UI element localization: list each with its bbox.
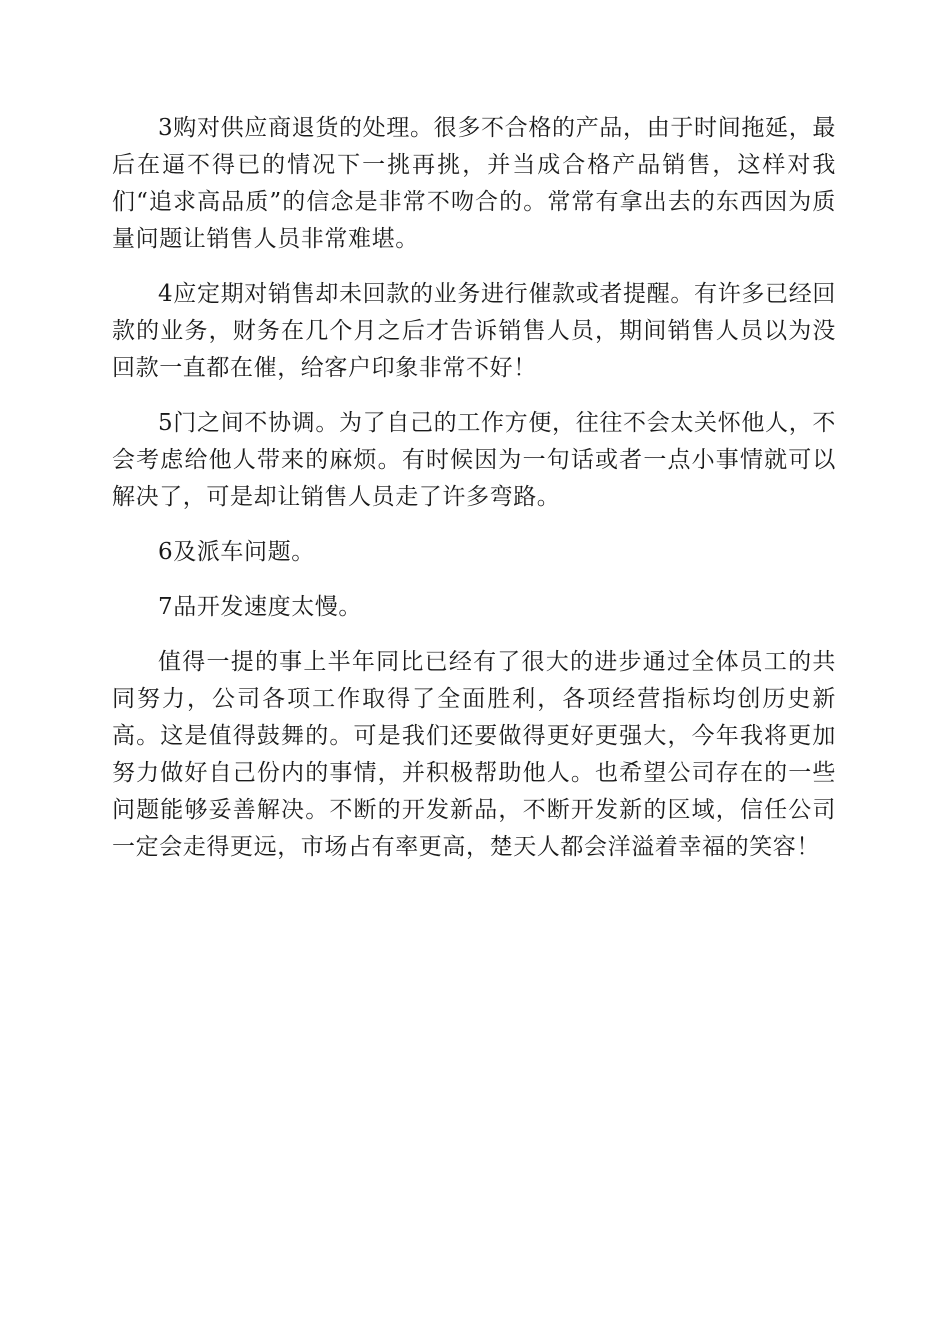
document-body	[112, 110, 836, 884]
paragraph-development: 7品开发速度太慢。	[158, 594, 363, 620]
paragraph-dispatch: 6及派车问题。	[158, 539, 315, 565]
paragraph-collections: 4应定期对销售却未回款的业务进行催款或者提醒。有许多已经回款的业务，财务在几个月之后才告诉销售人员，期间销售人员以为没回款一直都在催，给客户印象非常不好！	[112, 281, 836, 381]
paragraph-coordination: 5门之间不协调。为了自己的工作方便，往往不会太关怀他人，不会考虑给他人带来的麻烦。有时候因为一句话或者一点小事情就可以解决了，可是却让销售人员走了许多弯路。	[112, 410, 836, 510]
paragraph-returns: 3购对供应商退货的处理。很多不合格的产品，由于时间拖延，最后在逼不得已的情况下一挑再挑，并当成合格产品销售，这样对我们“追求高品质”的信念是非常不吻合的。常常有拿出去的东西因为质量问题让销售人员非常难堪。	[112, 115, 836, 252]
paragraph-summary: 值得一提的事上半年同比已经有了很大的进步通过全体员工的共同努力，公司各项工作取得了全面胜利，各项经营指标均创历史新高。这是值得鼓舞的。可是我们还要做得更好更强大，今年我将更加努力做好自己份内的事情，并积极帮助他人。也希望公司存在的一些问题能够妥善解决。不断的开发新品，不断开发新的区域，信任公司一定会走得更远，市场占有率更高，楚天人都会洋溢着幸福的笑容！	[112, 649, 836, 860]
